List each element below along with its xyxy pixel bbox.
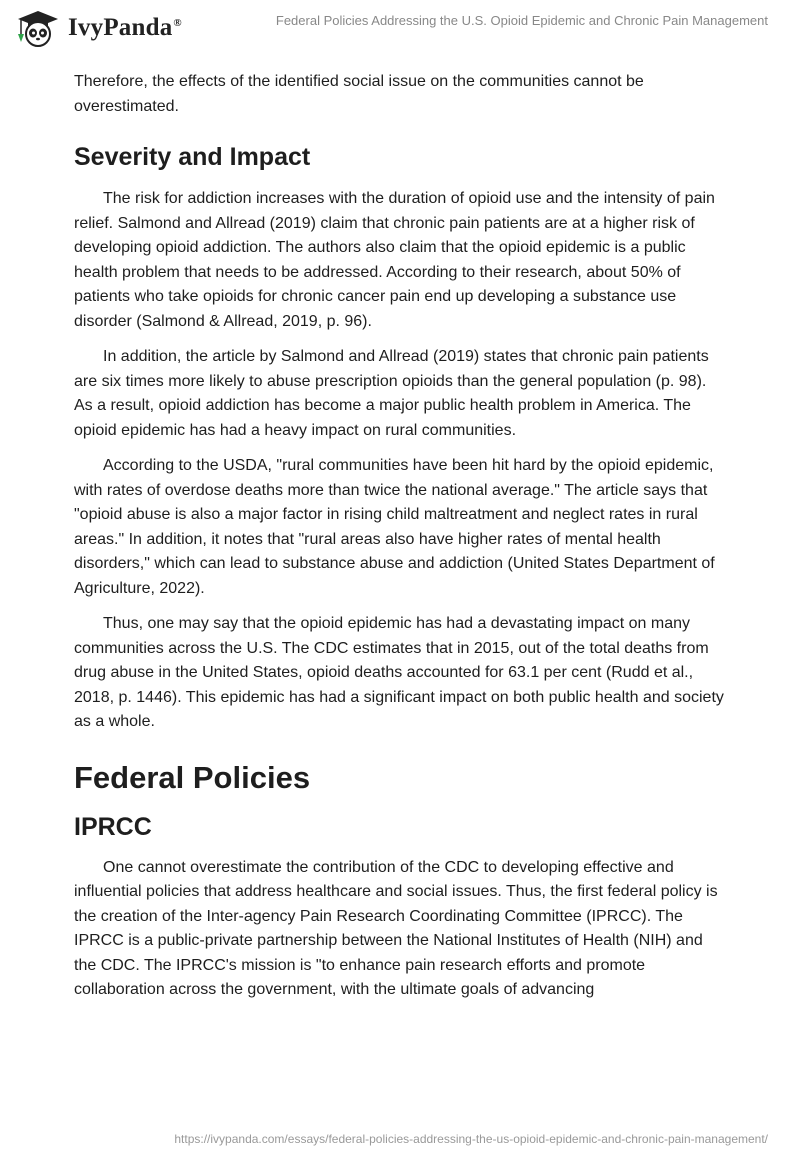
- brand-logo[interactable]: [14, 8, 182, 48]
- paragraph: Thus, one may say that the opioid epidemic has had a devastating impact on many communities across the U.S. The CDC estimates that in 2015, out of the total deaths from drug abuse in the United States, opioid deaths accounted for 63.1 per cent (Rudd et al., 2018, p. 1446). This epidemic has had a significant impact on both public health and society as a whole.: [74, 615, 724, 730]
- essay-body: [74, 70, 724, 1014]
- source-url[interactable]: https://ivypanda.com/essays/federal-policies-addressing-the-us-opioid-epidemic-and-chronic-pain-management/: [174, 1132, 768, 1146]
- brand-name: IvyPanda®: [68, 14, 182, 41]
- paragraph: In addition, the article by Salmond and Allread (2019) states that chronic pain patients are six times more likely to abuse prescription opioids than the general population (p. 98). As a result, opioid addiction has become a major public health problem in America. The opioid epidemic has had a heavy impact on rural communities.: [74, 348, 709, 439]
- intro-paragraph: Therefore, the effects of the identified social issue on the communities cannot be overestimated.: [74, 73, 644, 115]
- subsection-heading-iprcc: IPRCC: [74, 812, 152, 841]
- panda-mascot-icon: [14, 8, 62, 48]
- document-title: Federal Policies Addressing the U.S. Opioid Epidemic and Chronic Pain Management: [275, 13, 768, 28]
- paragraph: The risk for addiction increases with the duration of opioid use and the intensity of pain relief. Salmond and Allread (2019) claim that chronic pain patients are at a higher risk of developing opioid addiction. The authors also claim that the opioid epidemic is a public health problem that needs to be addressed. According to their research, about 50% of patients who take opioids for chronic cancer pain end up developing a substance use disorder (Salmond & Allread, 2019, p. 96).: [74, 190, 715, 330]
- section-heading-federal-policies: Federal Policies: [74, 759, 311, 795]
- paragraph: One cannot overestimate the contribution of the CDC to developing effective and influential policies that address healthcare and social issues. Thus, the first federal policy is the creation of the Inter-agency Pain Research Coordinating Committee (IPRCC). The IPRCC is a public-private partnership between the National Institutes of Health (NIH) and the CDC. The IPRCC's mission is "to enhance pain research efforts and promote collaboration across the government, with the ultimate goals of advancing: [74, 858, 718, 998]
- paragraph: According to the USDA, "rural communities have been hit hard by the opioid epidemic, with rates of overdose deaths more than twice the national average." The article says that "opioid abuse is also a major factor in rising child maltreatment and neglect rates in rural areas." In addition, it notes that "rural areas also have higher rates of mental health disorders," which can lead to substance abuse and addiction (United States Department of Agriculture, 2022).: [74, 457, 715, 597]
- section-heading-severity: Severity and Impact: [74, 143, 311, 171]
